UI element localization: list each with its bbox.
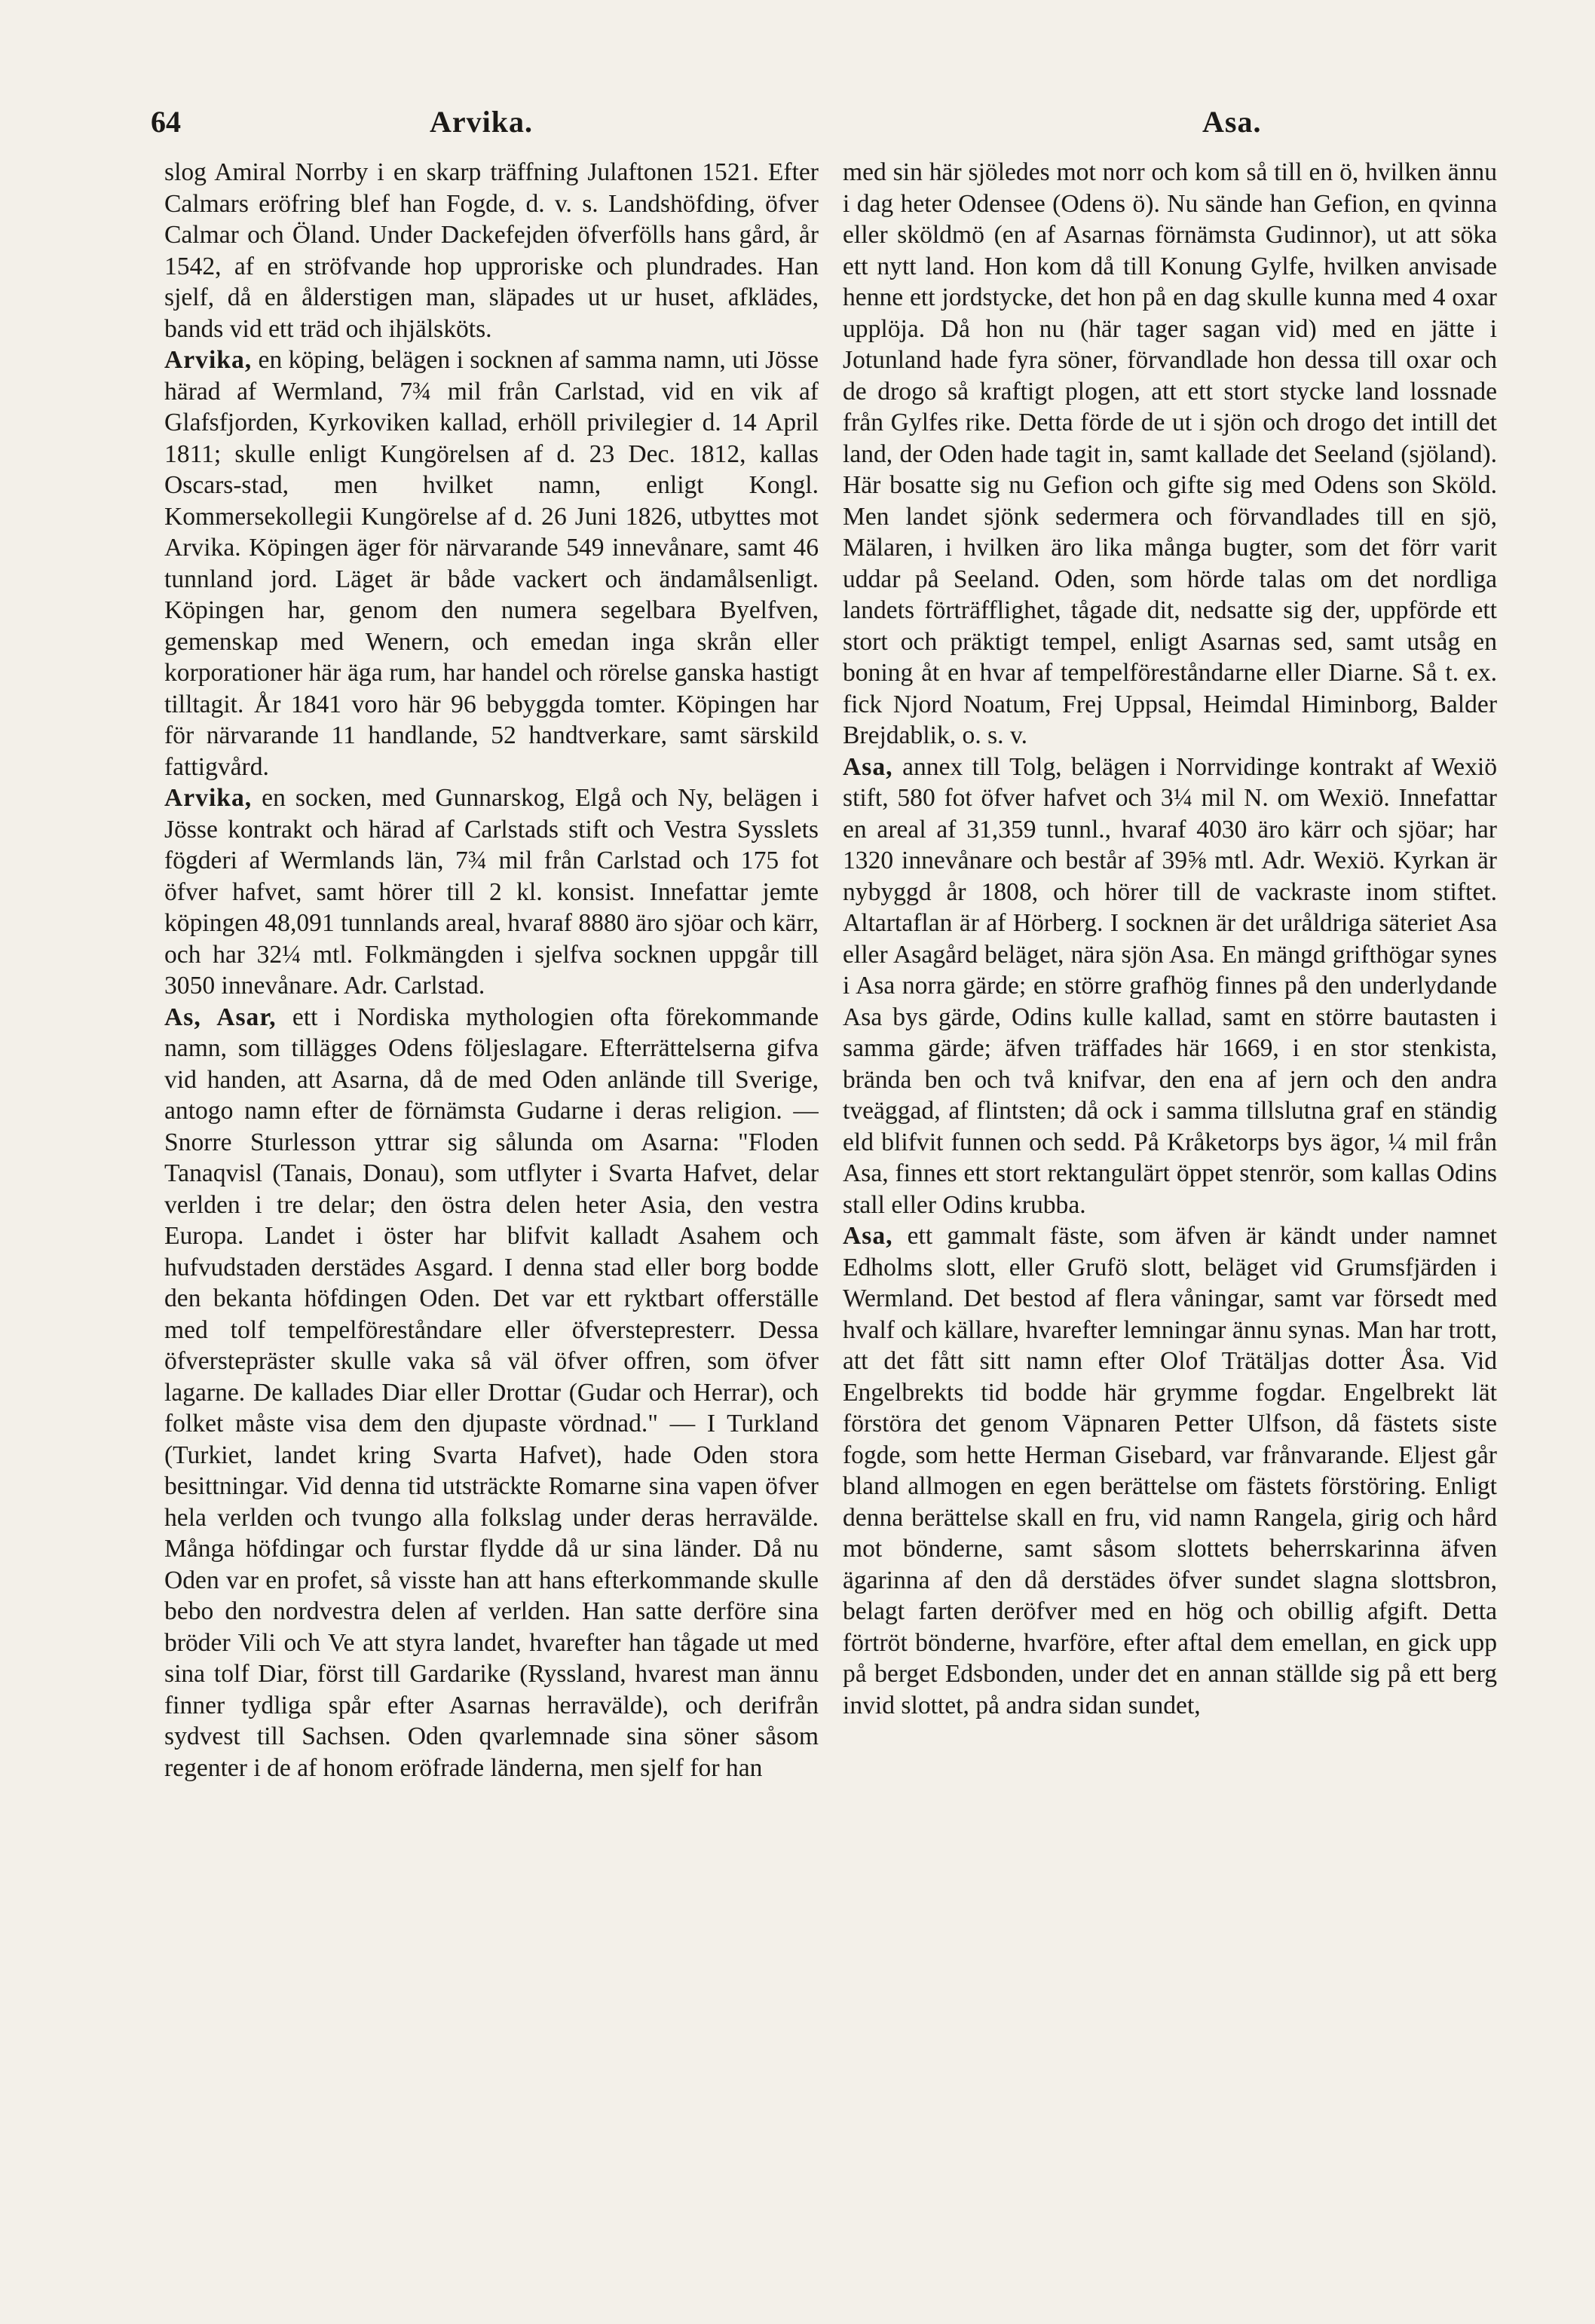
entry-asa-faste bbox=[843, 1220, 1497, 1721]
entry-text: ett i Nordiska mythologien ofta förekommande namn, som tillägges Odens följeslagare. Efterrättelserna gifva vid handen, att Asarna, då de med Oden anlände till Sverige, antogo namn efter de förnämsta Gudarne i deras religion. — Snorre Sturlesson yttrar sig sålunda om Asarna: "Floden Tanaqvisl (Tanais, Donau), som utflyter i Svarta Hafvet, delar verlden i tre delar; den östra delen heter Asia, den vestra Europa. Landet i öster har blifvit kalladt Asahem och hufvudstaden derstädes Asgard. I denna stad eller borg bodde den bekanta höfdingen Oden. Det var ett ryktbart offerställe med tolf tempelföreståndare eller öfverstepresterr. Dessa öfverstepräster skulle vaka så väl öfver offren, som öfver lagarne. De kallades Diar eller Drottar (Gudar och Herrar), och folket måste visa dem den djupaste vördnad." — I Turkland (Turkiet, landet kring Svarta Hafvet), hade Oden stora besittningar. Vid denna tid utsträckte Romarne sina vapen öfver hela verlden och tvungo alla folkslag under deras herravälde. Många höfdingar och furstar flydde då ur sina länder. Då nu Oden var en profet, så visste han att hans efterkommande skulle bebo den nordvestra delen af verlden. Han satte derföre sina bröder Vili och Ve att styra landet, hvarefter han tågade ut med sina tolf Diar, först till Gardarike (Ryssland, hvarest man ännu finner tydliga spår efter Asarnas herravälde), och derifrån sydvest till Sachsen. Oden qvarlemnade sina söner såsom regenter i de af honom eröfrade länderna, men sjelf for han bbox=[164, 1003, 819, 1782]
entry-arvika-socken bbox=[164, 782, 819, 1002]
entry-headword: Asa, bbox=[843, 1222, 893, 1250]
entry-as-asar bbox=[164, 1002, 819, 1784]
entry-headword: Arvika, bbox=[164, 346, 253, 374]
running-header bbox=[151, 104, 1500, 142]
right-column bbox=[843, 157, 1497, 2283]
entry-text: en köping, belägen i socknen af samma namn, uti Jösse härad af Wermland, 7¾ mil från Carlstad, vid en vik af Glafsfjorden, Kyrkoviken kallad, erhöll privilegier d. 14 April 1811; skulle enligt Kungörelsen af d. 23 Dec. 1812, kallas Oscars-stad, men hvilket namn, enligt Kongl. Kommersekollegii Kungörelse af d. 26 Juni 1826, utbyttes mot Arvika. Köpingen äger för närvarande 549 innevånare, samt 46 tunnland jord. Läget är både vackert och ändamålsenligt. Köpingen har, genom den numera segelbara Byelfven, gemenskap med Wenern, och emedan inga skrån eller korporationer här äga rum, har handel och rörelse ganska hastigt tilltagit. År 1841 voro här 96 bebyggda tomter. Köpingen har för närvarande 11 handlande, 52 handtverkare, samt särskild fattigvård. bbox=[164, 346, 819, 781]
entry-arvika-kopping bbox=[164, 344, 819, 782]
entry-headword: As, Asar, bbox=[164, 1003, 277, 1031]
entry-continuation: slog Amiral Norrby i en skarp träffning Julaftonen 1521. Efter Calmars eröfring blef han Fogde, d. v. s. Landshöfding, öfver Calmar och Öland. Under Dackefejden öfverfölls hans gård, år 1542, af en ströfvande hop upproriske och plundrades. Han sjelf, då en ålderstigen man, släpades ut ur huset, afklädes, bands vid ett träd och ihjälsköts. bbox=[164, 158, 819, 343]
entry-text: ett gammalt fäste, som äfven är kändt under namnet Edholms slott, eller Grufö slott, beläget vid Grumsfjärden i Wermland. Det bestod af flera våningar, samt var försedt med hvalf och källare, hvarefter lemningar ännu synas. Man har trott, att det fått sitt namn efter Olof Trätäljas dotter Åsa. Vid Engelbrekts tid bodde här grymme fogdar. Engelbrekt lät förstöra det genom Väpnaren Petter Ulfson, då fästets siste fogde, som hette Herman Gisebard, var frånvarande. Eljest går bland allmogen en egen berättelse om fästets förstöring. Enligt denna berättelse skall en fru, vid namn Rangela, girig och hård mot bönderne, samt såsom slottets beherrskarinna äfven ägarinna af den då derstädes öfver sundet slagna slottsbron, belagt farten deröfver med en hög och obillig afgift. Detta förtröt bönderne, hvarföre, efter aftal dem emellan, en gick upp på berget Edsbonden, under det en annan ställde sig på ett berg invid slottet, på andra sidan sundet, bbox=[843, 1222, 1497, 1719]
page-number: 64 bbox=[151, 105, 181, 139]
left-column bbox=[164, 157, 819, 2283]
entry-asa-annex bbox=[843, 752, 1497, 1221]
entry-headword: Arvika, bbox=[164, 784, 253, 812]
entry-text: annex till Tolg, belägen i Norrvidinge kontrakt af Wexiö stift, 580 fot öfver hafvet och 3¼ mil N. om Wexiö. Innefattar en areal af 31,359 tunnl., hvaraf 4030 äro kärr och sjöar; har 1320 innevånare och består af 39⅝ mtl. Adr. Wexiö. Kyrkan är nybyggd år 1808, och hörer till de vackraste inom stiftet. Altartaflan är af Hörberg. I socknen är det uråldriga säteriet Asa eller Asagård beläget, nära sjön Asa. En mängd grifthögar synes i Asa norra gärde; en större grafhög finnes på den underlydande Asa bys gärde, Odins kulle kallad, samt en större bautasten i samma gärde; äfven träffades här 1669, i en stor stenkista, brända ben och två knifvar, den ena af jern och den andra tveäggad, af flintsten; då ock i samma tillslutna graf en ständig eld blifvit funnen och sedd. På Kråketorps bys ägor, ¼ mil från Asa, finnes ett stort rektangulärt öppet stenrör, som kallas Odins stall eller Odins krubba. bbox=[843, 752, 1497, 1219]
entry-continuation: med sin här sjöledes mot norr och kom så till en ö, hvilken ännu i dag heter Odensee (Odens ö). Nu sände han Gefion, en qvinna eller sköldmö (en af Asarnas förnämsta Gudinnor), ut att söka ett nytt land. Hon kom då till Konung Gylfe, hvilken anvisade henne ett jordstycke, det hon på en dag skulle kunna med 4 oxar upplöja. Då hon nu (här tager sagan vid) med en jätte i Jotunland hade fyra söner, förvandlade hon dessa till oxar och de drogo så kraftigt plogen, att ett stort stycke land lossnade från Gylfes rike. Detta förde de ut i sjön och drogo det intill det land, der Oden hade tagit in, samt kallade det Seeland (sjöland). Här bosatte sig nu Gefion och gifte sig med Odens son Sköld. Men landet sjönk sedermera och förvandlades till en sjö, Mälaren, i hvilken äro lika många bugter, som det förr varit uddar på Seeland. Oden, som hörde talas om det nordliga landets förträfflighet, tågade dit, nedsatte sig der, uppförde ett stort och präktigt tempel, enligt Asarnas sed, samt utsåg en boning åt en hvar af tempelföreståndarne eller Diarne. Så t. ex. fick Njord Noatum, Frej Uppsal, Heimdal Himinborg, Balder Brejdablik, o. s. v. bbox=[843, 158, 1497, 749]
entry-text: en socken, med Gunnarskog, Elgå och Ny, belägen i Jösse kontrakt och härad af Carlstads stift och Vestra Sysslets fögderi af Wermlands län, 7¾ mil från Carlstad och 175 fot öfver hafvet, samt hörer till 2 kl. konsist. Innefattar jemte köpingen 48,091 tunnlands areal, hvaraf 8880 äro sjöar och kärr, och har 32¼ mtl. Folkmängden i sjelfva socknen uppgår till 3050 innevånare. Adr. Carlstad. bbox=[164, 784, 819, 1000]
left-running-head: Arvika. bbox=[430, 105, 533, 139]
entry-headword: Asa, bbox=[843, 752, 893, 781]
right-running-head: Asa. bbox=[1202, 105, 1262, 139]
